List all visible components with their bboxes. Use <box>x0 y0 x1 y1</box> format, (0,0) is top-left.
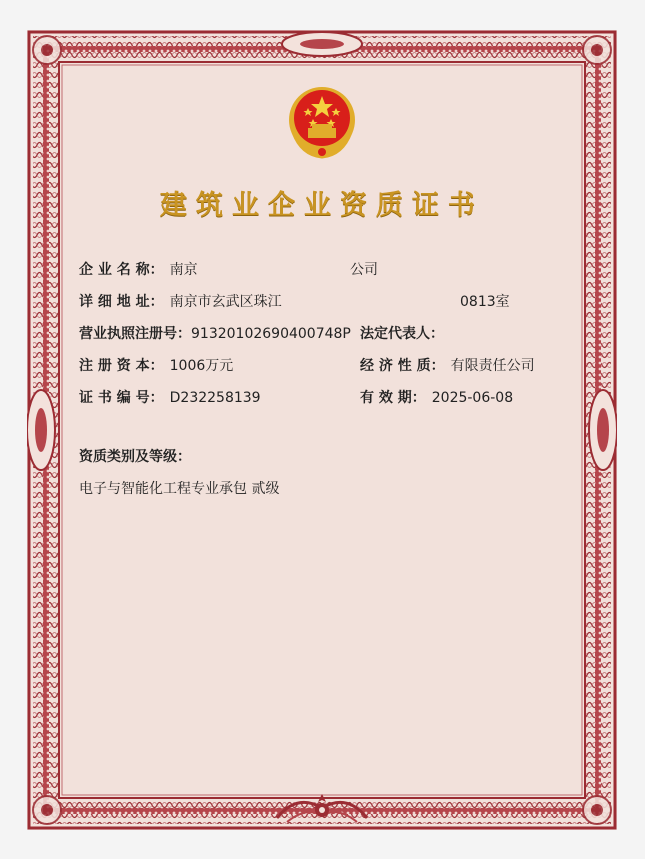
company-name-row <box>79 259 198 279</box>
certificate-title: 建筑业企业资质证书 <box>160 190 484 221</box>
nature-value: 有限责任公司 <box>450 358 535 374</box>
legal-rep-row <box>360 323 450 343</box>
address-value-start: 南京市玄武区珠江 <box>169 294 282 310</box>
company-name-label: 企 业 名 称： <box>79 262 164 278</box>
cert-no-label: 证 书 编 号： <box>79 390 164 406</box>
company-name-value-start: 南京 <box>169 262 198 278</box>
floral-ornament-icon <box>272 788 372 830</box>
license-value: 91320102690400748P <box>191 326 351 342</box>
nature-row <box>360 355 535 375</box>
valid-label: 有 效 期： <box>360 390 426 406</box>
nature-label: 经 济 性 质： <box>360 358 445 374</box>
certificate <box>27 30 617 830</box>
address-value-end: 0813室 <box>460 294 510 310</box>
cert-no-value: D232258139 <box>169 390 261 406</box>
capital-row <box>79 355 233 375</box>
valid-value: 2025-06-08 <box>431 390 514 406</box>
license-row <box>79 323 351 343</box>
national-emblem-icon <box>282 82 362 162</box>
address-label: 详 细 地 址： <box>79 294 164 310</box>
capital-label: 注 册 资 本： <box>79 358 164 374</box>
qualification-label: 资质类别及等级： <box>79 449 191 465</box>
legal-rep-label: 法定代表人： <box>360 326 444 342</box>
license-label: 营业执照注册号： <box>79 326 191 342</box>
cert-no-row <box>79 387 261 407</box>
address-row <box>79 291 282 311</box>
company-name-value-end: 公司 <box>350 262 378 278</box>
qualification-value: 电子与智能化工程专业承包 贰级 <box>79 481 280 497</box>
valid-row <box>360 387 513 407</box>
capital-value: 1006万元 <box>169 358 234 374</box>
